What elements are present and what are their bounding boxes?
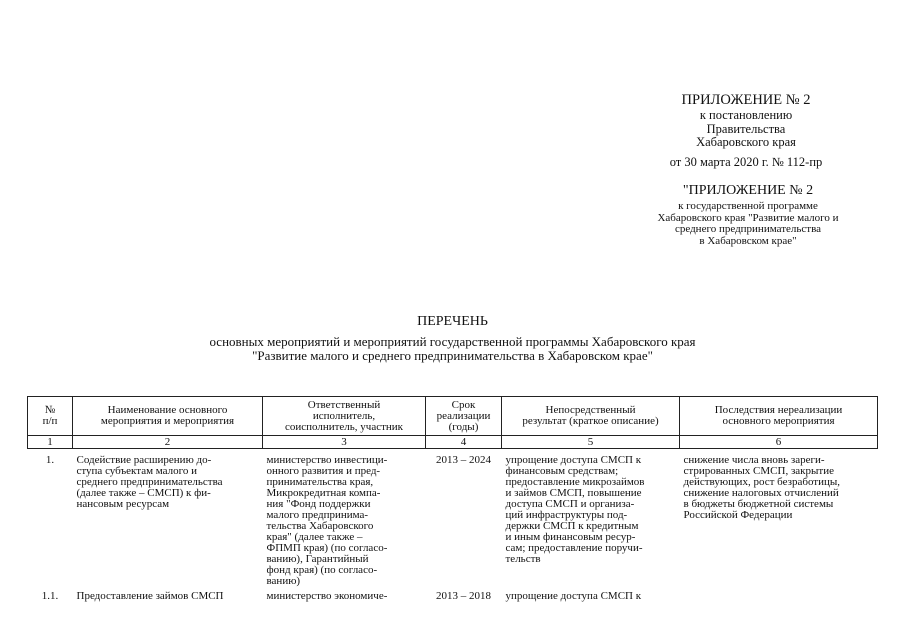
- row-name: Предоставление займов СМСП: [76, 590, 224, 602]
- annex-block: [636, 92, 856, 170]
- heading-title: ПЕРЕЧЕНЬ: [417, 314, 488, 329]
- measures-table: [27, 396, 878, 606]
- column-number: 6: [680, 436, 878, 449]
- table-header-row: [28, 397, 878, 436]
- annex-line: Хабаровского края: [696, 135, 796, 149]
- header-consequences: Последствия нереализации основного мероприятия: [680, 397, 878, 436]
- header-number: № п/п: [28, 397, 73, 436]
- table-row: [28, 449, 878, 592]
- table-row: [28, 591, 878, 606]
- row-executor: министерство экономиче-: [266, 590, 388, 602]
- column-number: 5: [502, 436, 680, 449]
- heading-line-1: основных мероприятий и мероприятий государственной программы Хабаровского края: [209, 334, 696, 349]
- annex-title: ПРИЛОЖЕНИЕ № 2: [681, 92, 811, 108]
- header-name: Наименование основного мероприятия и мероприятия: [73, 397, 263, 436]
- header-result: Непосредственный результат (краткое описание): [502, 397, 680, 436]
- column-number: 1: [28, 436, 73, 449]
- row-period: 2013 – 2024: [436, 454, 491, 466]
- row-result: упрощение доступа СМСП к: [505, 590, 642, 602]
- column-number: 2: [73, 436, 263, 449]
- row-name: Содействие расширению до- ступа субъектам малого и среднего предпринимательства (далее также – СМСП) к фи- нансовым ресурсам: [76, 454, 223, 510]
- row-number: 1.: [45, 454, 55, 466]
- program-annex-block: [628, 183, 868, 247]
- column-number: 3: [263, 436, 426, 449]
- program-annex-title: "ПРИЛОЖЕНИЕ № 2: [682, 183, 814, 198]
- row-period: 2013 – 2018: [436, 590, 491, 602]
- row-consequences: [680, 591, 878, 606]
- header-executor: Ответственный исполнитель, соисполнитель, участник: [263, 397, 426, 436]
- row-executor: министерство инвестици- онного развития и пред- принимательства края, Микрокредитная компа- ния "Фонд поддержки малого предпринима- тельства Хабаровского края" (далее также – ФПМП края) (по согласо- ванию), Гарантийный фонд края) (по согласо- ванию): [266, 454, 388, 587]
- annex-line: к постановлению: [699, 108, 793, 122]
- column-number-row: [28, 436, 878, 449]
- document-heading: [0, 313, 905, 363]
- row-number: 1.1.: [41, 590, 59, 602]
- column-number: 4: [426, 436, 502, 449]
- program-annex-text: к государственной программе Хабаровского края "Развитие малого и среднего предпринимательства в Хабаровском крае": [657, 200, 839, 247]
- header-period: Срок реализации (годы): [426, 397, 502, 436]
- annex-line: Правительства: [706, 121, 786, 136]
- row-consequences: снижение числа вновь зареги- стрированных СМСП, закрытие действующих, рост безработицы, снижение налоговых отчислений в бюджеты бюджетной системы Российской Федерации: [683, 454, 841, 521]
- annex-date: от 30 марта 2020 г. № 112-пр: [669, 154, 823, 169]
- row-result: упрощение доступа СМСП к финансовым средствам; предоставление микрозаймов и займов СМСП, повышение доступа СМСП и организа- ций инфраструктуры под- держки СМСП к кредитным и иным финансовым ресур- сам; предоставление поручи- тельств: [505, 454, 645, 565]
- heading-line-2: "Развитие малого и среднего предпринимательства в Хабаровском крае": [252, 348, 653, 363]
